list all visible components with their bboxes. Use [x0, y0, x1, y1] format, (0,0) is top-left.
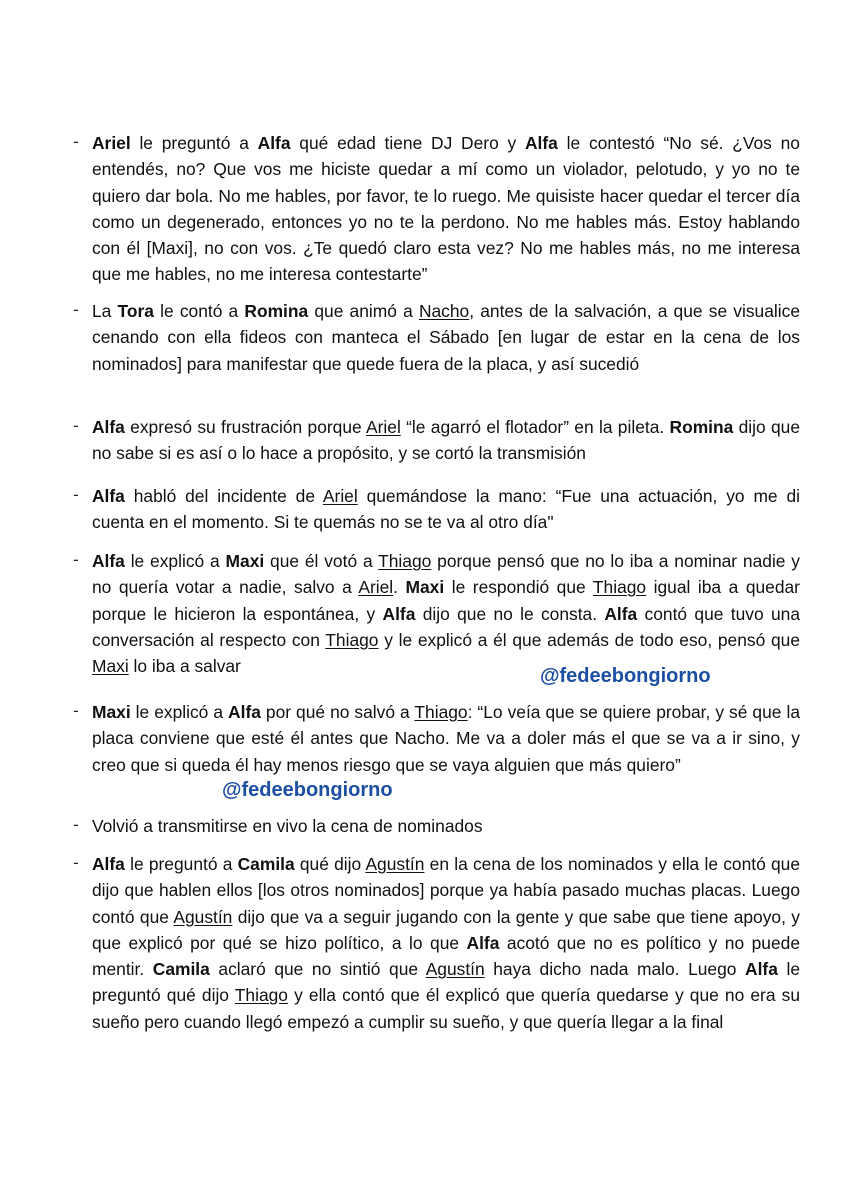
underlined-name: Thiago [592, 577, 647, 598]
text-run: expresó su frustración porque [124, 417, 367, 437]
text-run: le respondió que [444, 577, 593, 598]
text-run: quemándose la mano: “Fue una actuación, yo me di cuenta en el momento. Si te quemás no se te va al otro día" [92, 486, 800, 533]
bold-name: Alfa [382, 603, 416, 624]
text-run: que él votó a [264, 551, 379, 571]
text-run: . [393, 577, 406, 598]
text-run: que animó a [308, 301, 419, 321]
underlined-name: Thiago [414, 702, 468, 722]
text-run: qué dijo [294, 854, 366, 874]
bullet-dash: - [73, 300, 79, 319]
bold-name: Alfa [745, 959, 778, 980]
bold-name: Camila [152, 959, 210, 980]
text-run: le preguntó a [130, 133, 258, 153]
paragraph-6 [92, 699, 800, 778]
bold-name: Alfa [525, 133, 558, 153]
text-run: le explicó a [130, 702, 229, 722]
text-run: dijo que va a seguir jugando con la gente y que sabe que tiene apoyo, y que explicó por qué se hizo político, a lo que [92, 906, 800, 953]
text-run: le contestó “No sé. ¿Vos no entendés, no? Que vos me hiciste quedar a mí como un violador, pelotudo, y yo no te quiero dar bola. No me hables, por favor, te lo ruego. Me quisiste hacer quedar el tercer día como un degenerado, entonces yo no te la perdono. No me hables más. Estoy hablando con él [Maxi], no con vos. ¿Te quedó claro esta vez? No me hables más, no me interesa que me hables, no me interesa contestarte” [92, 133, 800, 285]
text-run: le contó a [153, 301, 245, 321]
text-run: porque pensó que no lo iba a nominar nadie y no quería votar a nadie, salvo a [92, 551, 801, 598]
paragraph-8 [92, 851, 800, 1035]
text-run: contó que tuvo una conversación al respecto con [92, 603, 800, 650]
text-run: La [92, 301, 118, 321]
bullet-dash: - [73, 550, 79, 569]
watermark-handle: @fedeebongiorno [222, 779, 393, 801]
bold-name: Romina [669, 417, 734, 437]
bold-name: Ariel [92, 133, 131, 153]
paragraph-3 [92, 414, 800, 467]
underlined-name: Agustín [425, 959, 485, 980]
underlined-name: Maxi [92, 656, 129, 677]
paragraph-1 [92, 130, 800, 288]
bold-name: Alfa [604, 603, 638, 624]
text-run: , antes de la salvación, a que se visualice cenando con ella fideos con manteca el Sábado [en lugar de estar en la cena de los nominados] para manifestar que quede fuera de la placa, y así sucedió [92, 301, 800, 374]
bullet-dash: - [73, 701, 79, 720]
bullet-dash: - [73, 853, 79, 872]
underlined-name: Ariel [322, 486, 358, 506]
text-run: y le explicó a él que además de todo eso, pensó que [378, 629, 800, 650]
bold-name: Maxi [92, 702, 131, 722]
text-run: por qué no salvó a [260, 702, 415, 722]
bullet-dash: - [73, 416, 79, 435]
bold-name: Alfa [92, 854, 125, 874]
underlined-name: Nacho [418, 301, 470, 321]
text-run: le preguntó qué dijo [92, 959, 800, 1006]
paragraph-2 [92, 298, 800, 377]
text-run: qué edad tiene DJ Dero y [290, 133, 525, 153]
text-run: acotó que no es político y no puede mentir. [92, 932, 800, 980]
underlined-name: Thiago [325, 629, 379, 650]
paragraph-7 [92, 813, 800, 839]
bold-name: Alfa [466, 932, 500, 953]
underlined-name: Ariel [366, 417, 401, 437]
underlined-name: Ariel [358, 577, 394, 598]
text-run: igual iba a quedar porque le hicieron la espontánea, y [92, 577, 800, 624]
text-run: aclaró que no sintió que [209, 959, 426, 980]
bold-name: Romina [244, 301, 309, 321]
bold-name: Alfa [257, 133, 291, 153]
text-run: y ella contó que él explicó que quería quedarse y que no era su sueño pero cuando llegó empezó a cumplir su sueño, y que quería llegar a la final [92, 985, 800, 1032]
text-run: en la cena de los nominados y ella le contó que dijo que hablen ellos [los otros nominados] porque ya había pasado muchas placas. Luego contó que [92, 854, 800, 927]
underlined-name: Thiago [378, 551, 432, 571]
text-run: dijo que no le consta. [415, 603, 605, 624]
text-run: “le agarró el flotador” en la pileta. [400, 417, 670, 437]
bold-name: Maxi [405, 577, 445, 598]
bold-name: Alfa [92, 551, 125, 571]
text-run: dijo que no sabe si es así o lo hace a propósito, y se cortó la transmisión [92, 417, 801, 464]
text-run: habló del incidente de [124, 486, 323, 506]
text-run: le explicó a [124, 551, 226, 571]
paragraph-4 [92, 483, 800, 536]
bold-name: Alfa [92, 486, 125, 506]
underlined-name: Agustín [365, 854, 425, 874]
bold-name: Alfa [228, 702, 261, 722]
underlined-name: Thiago [234, 985, 288, 1006]
bold-name: Tora [117, 301, 154, 321]
paragraph-5 [92, 548, 800, 679]
text-run: haya dicho nada malo. Luego [484, 959, 746, 980]
text-run: lo iba a salvar [128, 656, 241, 677]
bold-name: Camila [237, 854, 295, 874]
bullet-dash: - [73, 815, 79, 834]
bold-name: Alfa [92, 417, 125, 437]
bullet-dash: - [73, 132, 79, 151]
text-run: Volvió a transmitirse en vivo la cena de nominados [92, 816, 483, 836]
text-run: le preguntó a [124, 854, 238, 874]
underlined-name: Agustín [173, 906, 233, 927]
text-run: : “Lo veía que se quiere probar, y sé que la placa conviene que esté él antes que Nacho. Me va a doler más el que se va a ir sino, y creo que si queda él hay menos riesgo que se vaya alguien que más quiero” [92, 702, 800, 775]
bullet-dash: - [73, 485, 79, 504]
watermark-handle: @fedeebongiorno [540, 665, 711, 687]
bold-name: Maxi [225, 551, 265, 571]
